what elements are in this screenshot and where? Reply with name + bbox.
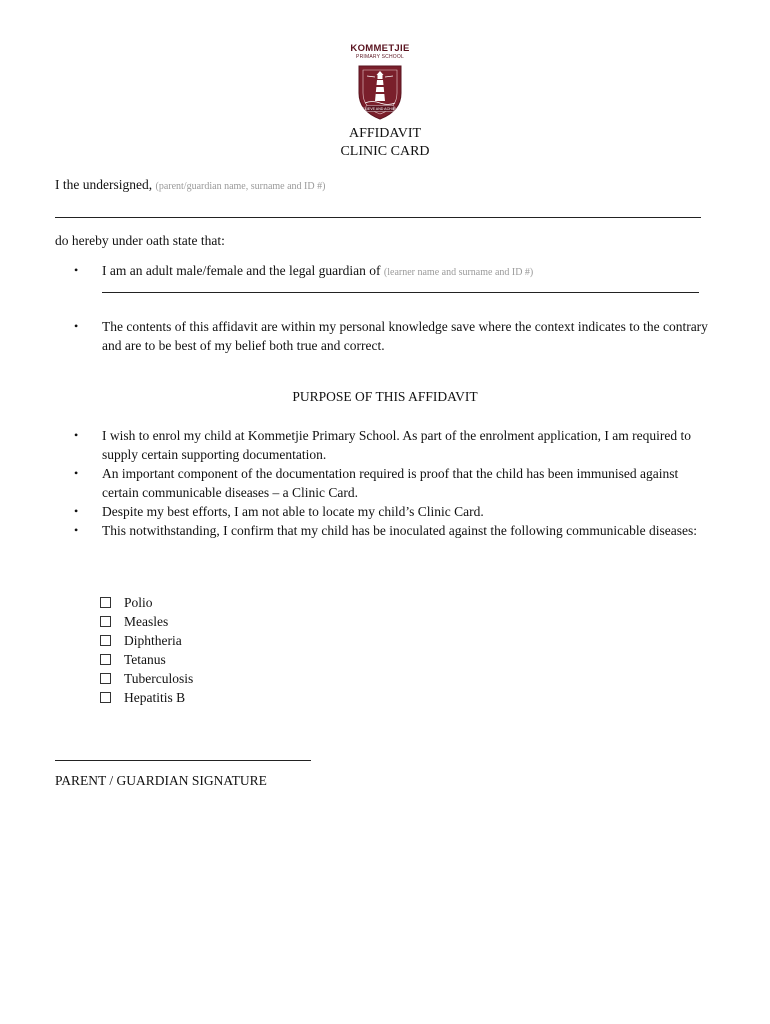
statement-knowledge: The contents of this affidavit are within my personal knowledge save where the context indicates to the contrary and are to be best of my belief both true and correct. <box>102 319 708 353</box>
undersigned-label: I the undersigned, <box>55 177 153 192</box>
bullet-icon: • <box>74 319 79 333</box>
disease-checkbox-row[interactable] <box>100 595 153 611</box>
checkbox[interactable] <box>100 597 111 608</box>
purpose-bullet-locate: Despite my best efforts, I am not able to locate my child’s Clinic Card. <box>102 504 484 519</box>
disease-label: Diphtheria <box>124 633 182 648</box>
signature-label: PARENT / GUARDIAN SIGNATURE <box>55 773 267 788</box>
disease-label: Polio <box>124 595 153 610</box>
purpose-heading: PURPOSE OF THIS AFFIDAVIT <box>292 389 478 404</box>
learner-hint: (learner name and surname and ID #) <box>383 267 534 278</box>
document-subtitle: CLINIC CARD <box>340 144 430 159</box>
checkbox[interactable] <box>100 654 111 665</box>
purpose-bullet-inoculated: This notwithstanding, I confirm that my child has be inoculated against the following communicable diseases: <box>102 523 697 538</box>
logo-school-subname: PRIMARY SCHOOL <box>356 54 404 60</box>
bullet-icon: • <box>74 428 79 442</box>
bullet-icon: • <box>74 466 79 480</box>
disease-label: Measles <box>124 614 169 629</box>
undersigned-hint: (parent/guardian name, surname and ID #) <box>155 181 326 192</box>
intro-statement: do hereby under oath state that: <box>55 233 225 248</box>
disease-label: Hepatitis B <box>124 690 186 705</box>
checkbox[interactable] <box>100 616 111 627</box>
logo-motto: BELIEVE AND ACHIEVE <box>360 106 400 111</box>
purpose-bullet-enrol: I wish to enrol my child at Kommetjie Primary School. As part of the enrolment application, I am required to supply certain supporting documentation. <box>102 428 691 462</box>
disease-checkbox-row[interactable] <box>100 633 182 649</box>
disease-checkbox-row[interactable] <box>100 690 185 706</box>
disease-checkbox-row[interactable] <box>100 652 166 668</box>
disease-label: Tetanus <box>124 652 166 667</box>
logo-school-name: KOMMETJIE <box>350 43 410 54</box>
purpose-bullet-component: An important component of the documentation required is proof that the child has been immunised against certain communicable diseases – a Clinic Card. <box>102 466 679 500</box>
guardian-name-field-line[interactable] <box>55 217 701 218</box>
checkbox[interactable] <box>100 692 111 703</box>
school-logo <box>345 44 415 121</box>
undersigned-line <box>55 177 325 193</box>
checkbox[interactable] <box>100 673 111 684</box>
signature-field-line[interactable] <box>55 760 311 761</box>
lighthouse-crest-icon <box>355 63 405 121</box>
disease-checkbox-row[interactable] <box>100 671 193 687</box>
bullet-icon: • <box>74 523 79 537</box>
document-title: AFFIDAVIT <box>348 126 422 141</box>
statement-guardian-text: I am an adult male/female and the legal guardian of <box>102 263 381 278</box>
bullet-icon: • <box>74 504 79 518</box>
disease-checkbox-row[interactable] <box>100 614 168 630</box>
disease-label: Tuberculosis <box>124 671 194 686</box>
learner-name-field-line[interactable] <box>102 292 699 293</box>
checkbox[interactable] <box>100 635 111 646</box>
statement-guardian <box>102 261 722 282</box>
bullet-icon: • <box>74 263 79 277</box>
